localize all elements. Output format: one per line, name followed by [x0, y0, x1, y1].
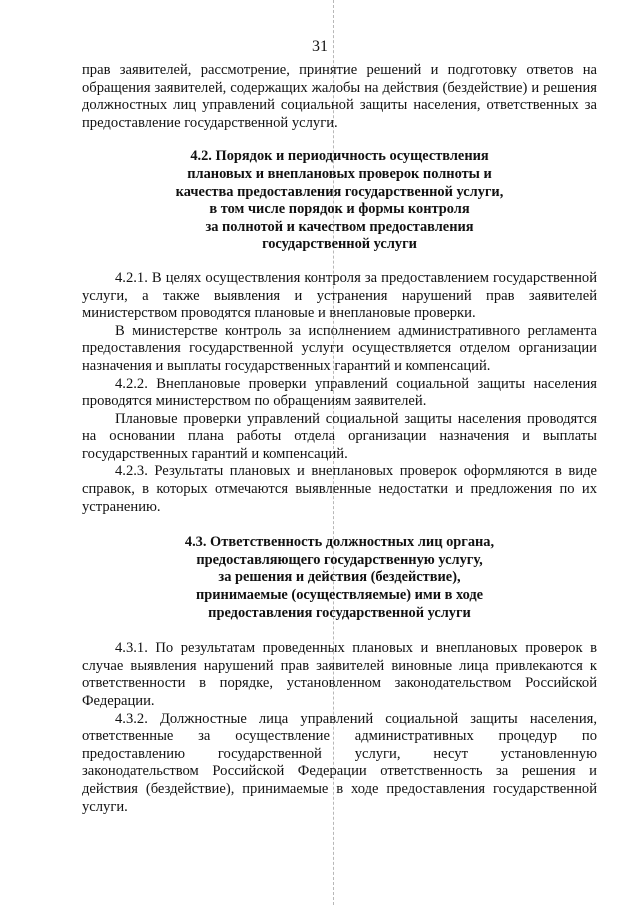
document-body: [82, 62, 597, 816]
section-4-2-heading: [82, 148, 597, 254]
paragraph-4-2-2: 4.2.2. Внеплановые проверки управлений социальной защиты населения проводятся министерством по обращениям заявителей.: [82, 375, 597, 410]
heading-line: 4.3. Ответственность должностных лиц органа,: [184, 534, 495, 551]
heading-line: государственной услуги: [262, 236, 417, 253]
heading-line: за полнотой и качеством предоставления: [205, 218, 474, 235]
heading-line: принимаемые (осуществляемые) ими в ходе: [195, 587, 484, 604]
heading-line: за решения и действия (бездействие),: [218, 569, 461, 586]
paragraph-4-2-2-cont: Плановые проверки управлений социальной защиты населения проводятся на основании плана работы отдела организации назначения и выплаты государственных гарантий и компенсаций.: [82, 410, 597, 462]
heading-line: в том числе порядок и формы контроля: [209, 201, 470, 218]
paragraph-4-3-2: 4.3.2. Должностные лица управлений социальной защиты населения, ответственные за осуществление административных процедур по предоставлению государственной услуги, несут установленную законодательством Российской Федерации ответственность за решения и действия (бездействие), принимаемые в ходе предоставления государственной услуги.: [82, 710, 597, 815]
section-4-3-heading: [82, 534, 597, 622]
paragraph-4-2-1: 4.2.1. В целях осуществления контроля за предоставлением государственной услуги, а также выявления и устранения нарушений прав заявителей министерством проводятся плановые и внеплановые проверки.: [82, 269, 597, 322]
paragraph-4-3-1: 4.3.1. По результатам проведенных плановых и внеплановых проверок в случае выявления нарушений прав заявителей виновные лица привлекаются к ответственности в порядке, установленном законодательством Российской Федерации.: [82, 640, 597, 709]
intro-paragraph: прав заявителей, рассмотрение, принятие решений и подготовку ответов на обращения заявителей, содержащих жалобы на действия (бездействие) и решения должностных лиц управлений социальной защиты населения, ответственных за предоставление государственной услуги.: [82, 62, 597, 131]
heading-line: качества предоставления государственной услуги,: [175, 183, 504, 200]
heading-line: плановых и внеплановых проверок полноты и: [187, 165, 492, 182]
page-number: 31: [312, 38, 328, 55]
paragraph-4-2-1-cont: В министерстве контроль за исполнением административного регламента предоставления государственной услуги осуществляется отделом организации назначения и выплаты государственных гарантий и компенсаций.: [82, 322, 597, 374]
paragraph-4-2-3: 4.2.3. Результаты плановых и внеплановых проверок оформляются в виде справок, в которых отмечаются выявленные недостатки и предложения по их устранению.: [82, 463, 597, 515]
heading-line: 4.2. Порядок и периодичность осуществления: [190, 148, 489, 165]
heading-line: предоставления государственной услуги: [208, 604, 471, 621]
heading-line: предоставляющего государственную услугу,: [196, 551, 483, 568]
